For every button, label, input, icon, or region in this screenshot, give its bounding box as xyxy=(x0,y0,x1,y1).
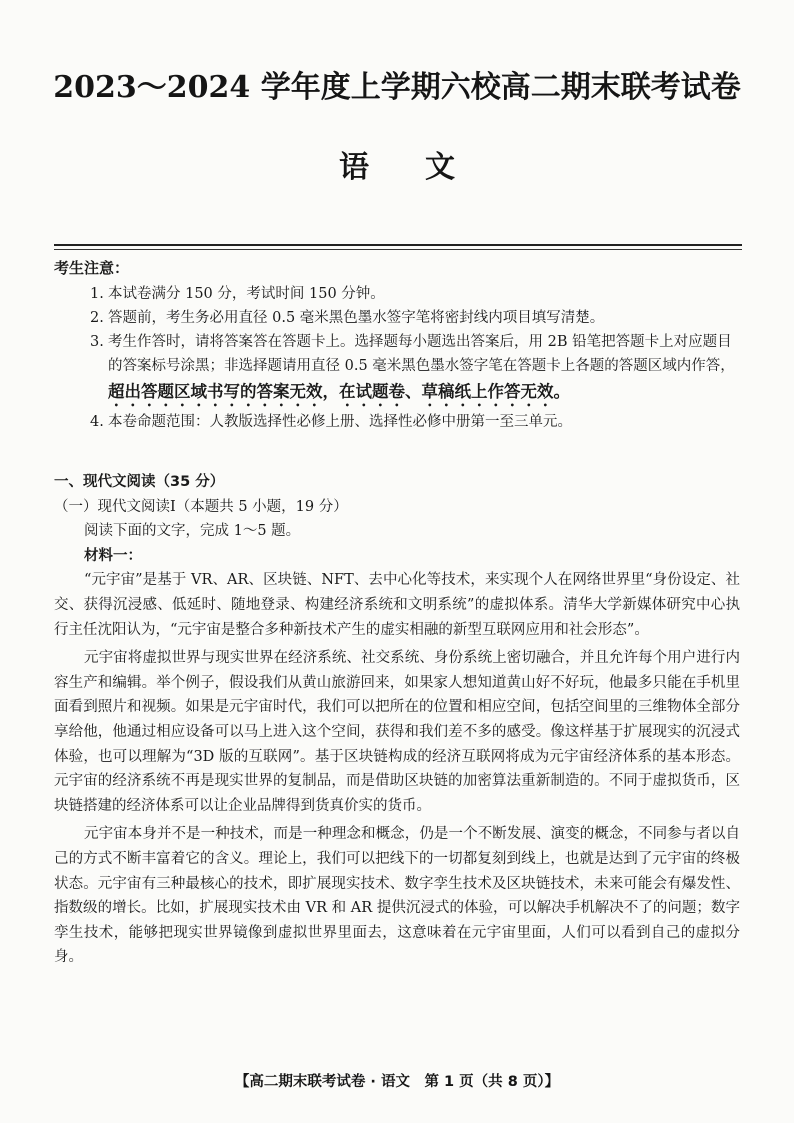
divider-thick xyxy=(54,244,742,246)
notice-item-text: 答题前，考生务必用直径 0.5 毫米黑色墨水签字笔将密封线内项目填写清楚。 xyxy=(108,310,605,326)
notice-list xyxy=(54,282,746,434)
section-subtitle: （一）现代文阅读Ⅰ（本题共 5 小题，19 分） xyxy=(54,498,348,515)
passage-paragraph: “元宇宙”是基于 VR、AR、区块链、NFT、去中心化等技术，来实现个人在网络世界里“身份设定、社交、获得沉浸感、低延时、随地登录、构建经济系统和文明系统”的虚拟体系。清华大学新媒体研究中心执行主任沈阳认为，“元宇宙是整合多种新技术产生的虚实相融的新型互联网应用和社会形态”。 xyxy=(54,572,740,638)
notice-item-text: 本卷命题范围：人教版选择性必修上册、选择性必修中册第一至三单元。 xyxy=(108,414,572,430)
candidate-notice xyxy=(54,256,746,434)
passage-paragraph: 元宇宙本身并不是一种技术，而是一种理念和概念，仍是一个不断发展、演变的概念，不同参与者以自己的方式不断丰富着它的含义。理论上，我们可以把线下的一切都复刻到线上，也就是达到了元宇宙的终极状态。元宇宙有三种最核心的技术，即扩展现实技术、数字孪生技术及区块链技术，未来可能会有爆发性、指数级的增长。比如，扩展现实技术由 VR 和 AR 提供沉浸式的体验，可以解决手机解决不了的问题；数字孪生技术，能够把现实世界镜像到虚拟世界里面去，这意味着在元宇宙里面，人们可以看到自己的虚拟分身。 xyxy=(54,826,740,966)
notice-item xyxy=(90,410,746,434)
notice-item-text-with-emphasis xyxy=(108,330,746,410)
notice-item xyxy=(90,306,746,330)
notice-item xyxy=(90,282,746,306)
subject-title: 语文 xyxy=(339,150,511,185)
notice-item-number: 3. xyxy=(90,334,104,350)
notice-emphasis-warning: 超出答题区域书写的答案无效，在试题卷、草稿纸上作答无效。 xyxy=(108,382,570,401)
notice-item-number: 2. xyxy=(90,310,104,326)
passage-paragraph: 元宇宙将虚拟世界与现实世界在经济系统、社交系统、身份系统上密切融合，并且允许每个用户进行内容生产和编辑。举个例子，假设我们从黄山旅游回来，如果家人想知道黄山好不好玩，他最多只能在手机里面看到照片和视频。如果是元宇宙时代，我们可以把所在的位置和相应空间，包括空间里的三维物体全部分享给他，他通过相应设备可以马上进入这个空间，获得和我们差不多的感受。像这样基于扩展现实的沉浸式体验，也可以理解为“3D 版的互联网”。基于区块链构成的经济互联网将成为元宇宙经济体系的基本形态。元宇宙的经济系统不再是现实世界的复制品，而是借助区块链的加密算法重新制造的。不同于虚拟货币，区块链搭建的经济体系可以让企业品牌得到货真价实的货币。 xyxy=(54,650,740,814)
reading-instruction: 阅读下面的文字，完成 1～5 题。 xyxy=(84,523,301,540)
page-footer: 【高二期末联考试卷 · 语文 第 1 页（共 8 页）】 xyxy=(234,1074,560,1090)
notice-heading: 考生注意： xyxy=(54,259,130,277)
notice-item-number: 1. xyxy=(90,286,104,302)
divider-thin xyxy=(54,249,742,250)
notice-item-text: 考生作答时，请将答案答在答题卡上。选择题每小题选出答案后，用 2B 铅笔把答题卡上对应题目的答案标号涂黑；非选择题请用直径 0.5 毫米黑色墨水签字笔在答题卡上各题的答题区域内作答， xyxy=(108,334,735,374)
exam-title: 2023～2024 学年度上学期六校高二期末联考试卷 xyxy=(53,70,741,105)
section-title: 一、现代文阅读（35 分） xyxy=(54,474,225,490)
material-label: 材料一： xyxy=(84,547,142,564)
notice-item xyxy=(90,330,746,410)
notice-item-number: 4. xyxy=(90,414,104,430)
reading-section xyxy=(54,470,740,974)
notice-item-text: 本试卷满分 150 分，考试时间 150 分钟。 xyxy=(108,286,385,302)
